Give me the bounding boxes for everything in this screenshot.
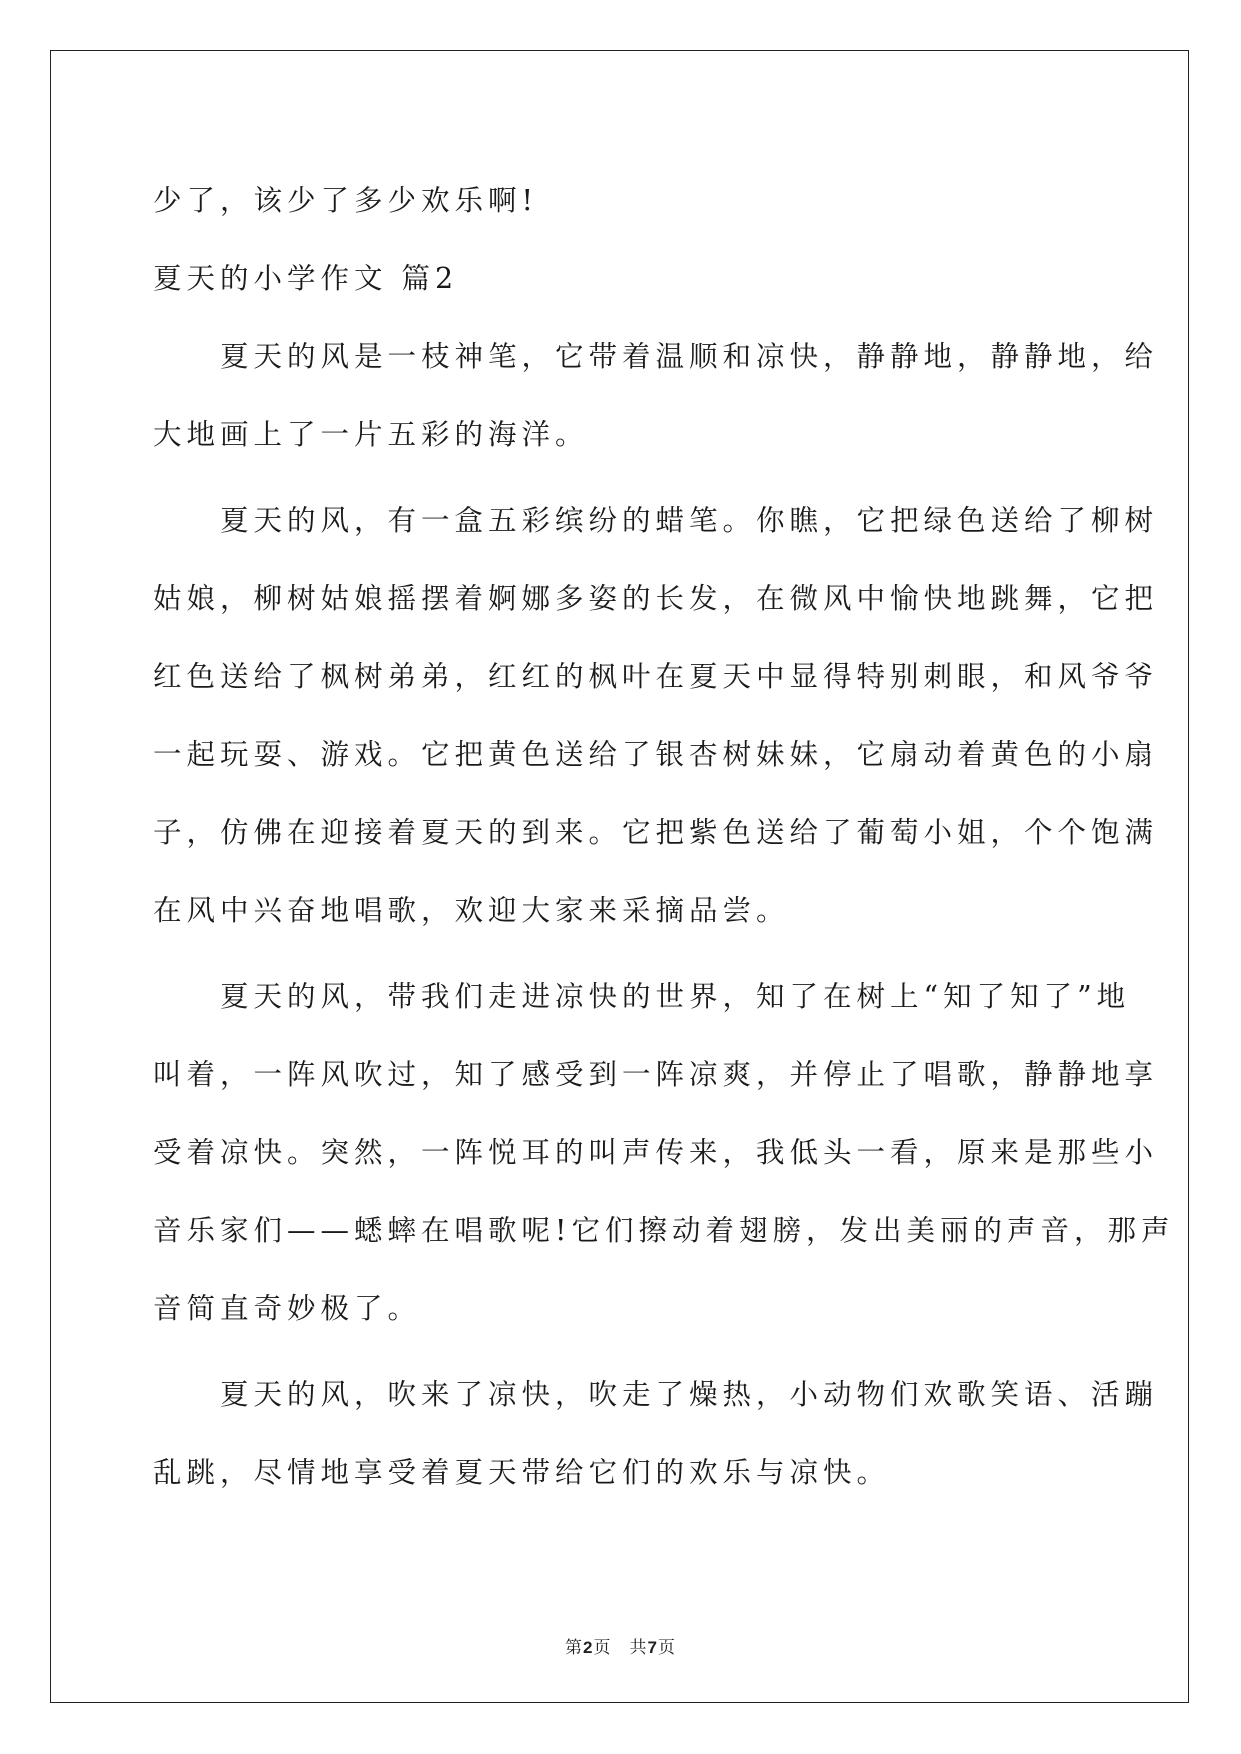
paragraph-line: 一起玩耍、游戏。它把黄色送给了银杏树妹妹，它扇动着黄色的小扇 [153,738,1159,771]
page-prefix: 第 [565,1638,584,1658]
paragraph [153,318,1159,474]
current-page-number: 2 [583,1638,594,1657]
paragraph-line: 叫着，一阵风吹过，知了感受到一阵凉爽，并停止了唱歌，静静地享 [153,1058,1159,1091]
paragraph-line: 夏天的风，带我们走进凉快的世界，知了在树上“知了知了”地 [220,980,1131,1013]
document-body [153,162,1175,1512]
page-suffix: 页 [657,1638,676,1658]
continued-text-line: 少了，该少了多少欢乐啊! [153,184,538,217]
paragraph-line: 夏天的风，有一盒五彩缤纷的蜡笔。你瞧，它把绿色送给了柳树 [220,504,1159,537]
paragraph-line: 在风中兴奋地唱歌，欢迎大家来采摘品尝。 [153,894,790,927]
total-page-number: 7 [647,1638,658,1657]
paragraph-line: 音简直奇妙极了。 [153,1292,422,1325]
paragraph-line: 大地画上了一片五彩的海洋。 [153,418,589,451]
paragraph [153,958,1175,1348]
paragraph-line: 夏天的风是一枝神笔，它带着温顺和凉快，静静地，静静地，给 [220,340,1159,373]
section-title: 夏天的小学作文 篇2 [153,262,459,295]
paragraph [153,1356,1159,1512]
paragraph-line: 夏天的风，吹来了凉快，吹走了燥热，小动物们欢歌笑语、活蹦 [220,1378,1159,1411]
paragraph-line: 红色送给了枫树弟弟，红红的枫叶在夏天中显得特别刺眼，和风爷爷 [153,660,1159,693]
paragraph-line: 姑娘，柳树姑娘摇摆着婀娜多姿的长发，在微风中愉快地跳舞，它把 [153,582,1159,615]
paragraph [153,482,1159,950]
paragraph-line: 乱跳，尽情地享受着夏天带给它们的欢乐与凉快。 [153,1456,891,1489]
paragraph-line: 音乐家们——蟋蟀在唱歌呢!它们擦动着翅膀，发出美丽的声音，那声 [153,1214,1175,1247]
paragraph-line: 子，仿佛在迎接着夏天的到来。它把紫色送给了葡萄小姐，个个饱满 [153,816,1159,849]
paragraph-line: 受着凉快。突然，一阵悦耳的叫声传来，我低头一看，原来是那些小 [153,1136,1159,1169]
page-footer [0,1633,1241,1658]
page-mid-text: 页 共 [593,1638,648,1658]
